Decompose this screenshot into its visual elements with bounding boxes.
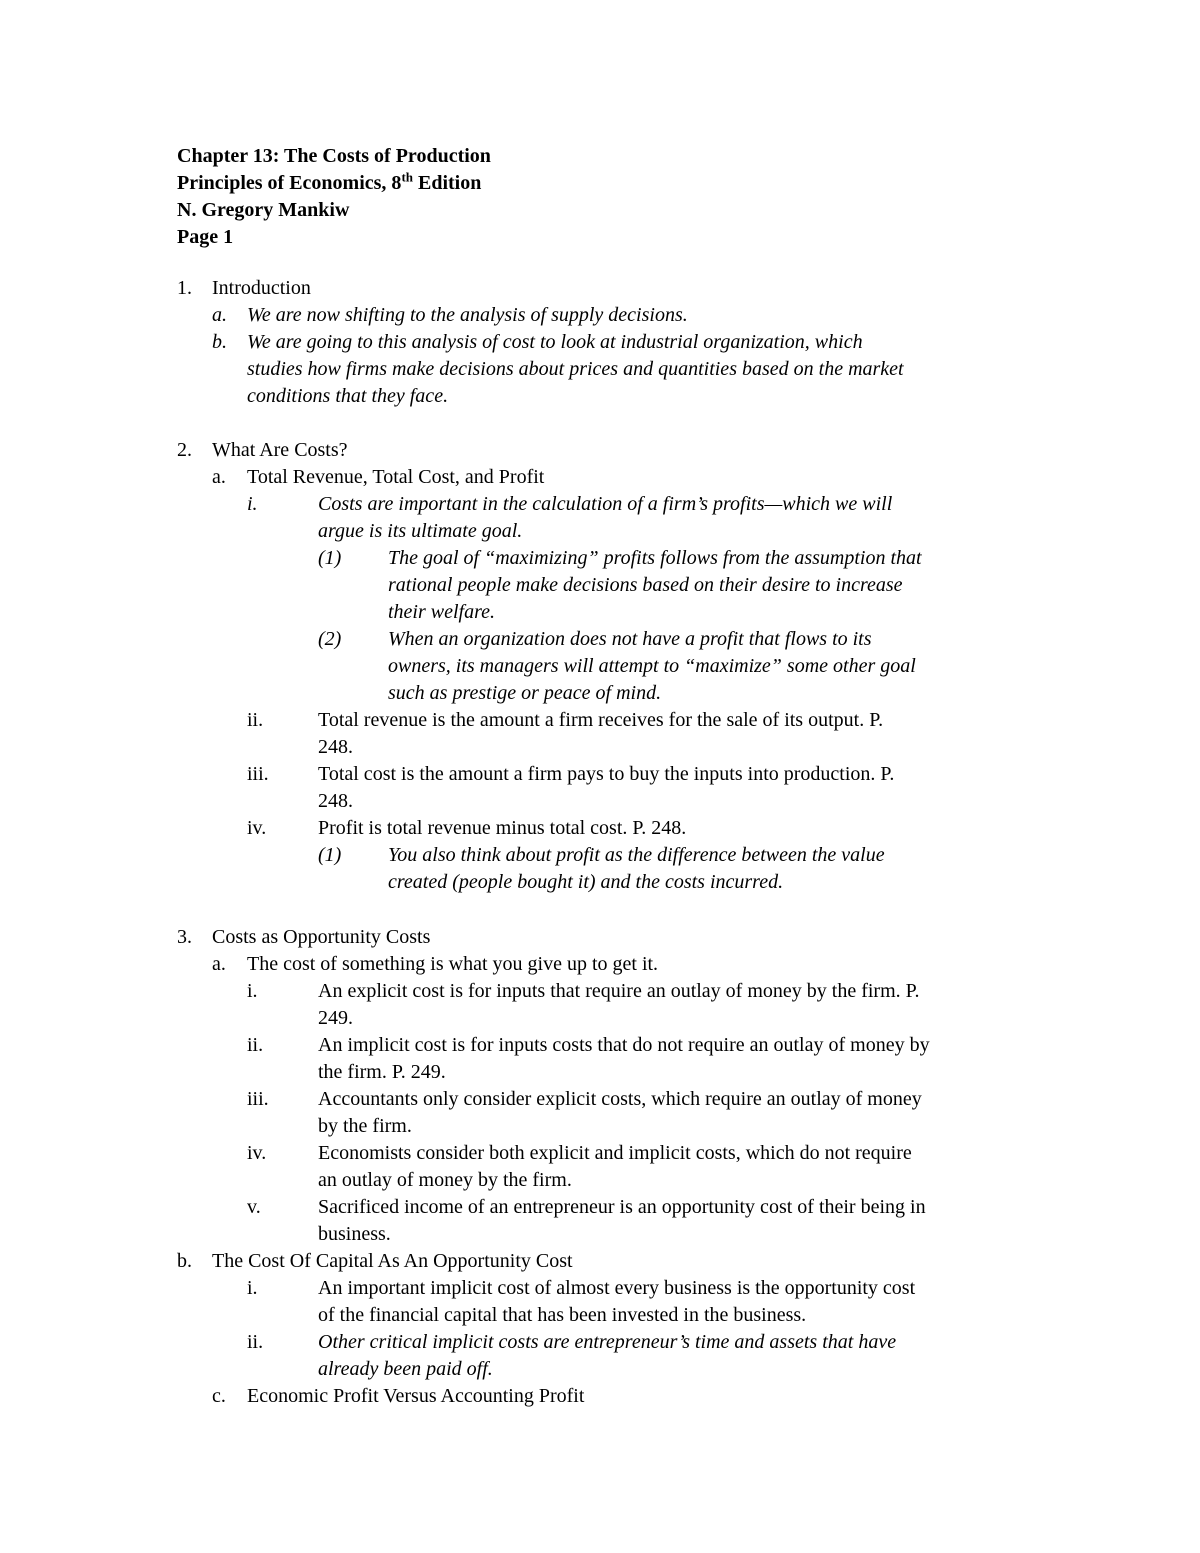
subitem-text-continued: 248.	[318, 790, 353, 812]
subitem-text-continued: the firm. P. 249.	[318, 1061, 446, 1083]
subitem-text: An implicit cost is for inputs costs that do not require an outlay of money by	[318, 1034, 930, 1056]
subitem-marker: iii.	[247, 1088, 269, 1110]
subitem-marker: iv.	[247, 817, 267, 839]
item-marker: b.	[177, 1250, 192, 1272]
point-marker: (2)	[318, 628, 342, 650]
subitem-marker: ii.	[247, 1034, 264, 1056]
item-text: Total Revenue, Total Cost, and Profit	[247, 466, 545, 488]
item-marker: a.	[212, 953, 226, 975]
item-marker: a.	[212, 304, 227, 326]
section-heading: What Are Costs?	[212, 439, 348, 461]
section-number: 3.	[177, 926, 192, 948]
section-heading: Introduction	[212, 277, 311, 299]
point-text-continued: rational people make decisions based on their desire to increase	[388, 574, 903, 596]
subitem-text: Costs are important in the calculation of a firm’s profits—which we will	[318, 493, 893, 515]
subitem-marker: ii.	[247, 709, 264, 731]
edition-superscript: th	[401, 169, 413, 185]
subitem-text: Sacrificed income of an entrepreneur is an opportunity cost of their being in	[318, 1196, 926, 1218]
point-text-continued: owners, its managers will attempt to “maximize” some other goal	[388, 655, 916, 677]
item-text-continued: conditions that they face.	[247, 385, 449, 407]
subitem-marker: iv.	[247, 1142, 267, 1164]
section-number: 1.	[177, 277, 192, 299]
point-text-continued: such as prestige or peace of mind.	[388, 682, 662, 704]
point-text-continued: their welfare.	[388, 601, 496, 623]
chapter-title: Chapter 13: The Costs of Production	[177, 145, 491, 167]
item-text: The cost of something is what you give up to get it.	[247, 953, 659, 975]
subitem-text-continued: of the financial capital that has been invested in the business.	[318, 1304, 807, 1326]
item-text: Economic Profit Versus Accounting Profit	[247, 1385, 585, 1407]
book-title	[177, 170, 481, 196]
subitem-text: An explicit cost is for inputs that require an outlay of money by the firm. P.	[318, 980, 920, 1002]
subitem-text-continued: already been paid off.	[318, 1358, 493, 1380]
subitem-marker: iii.	[247, 763, 269, 785]
point-marker: (1)	[318, 844, 342, 866]
book-title-edition: Edition	[413, 172, 482, 194]
point-text: You also think about profit as the difference between the value	[388, 844, 885, 866]
item-marker: b.	[212, 331, 227, 353]
item-text: The Cost Of Capital As An Opportunity Cost	[212, 1250, 573, 1272]
subitem-marker: i.	[247, 493, 258, 515]
point-text: When an organization does not have a profit that flows to its	[388, 628, 872, 650]
subitem-text: An important implicit cost of almost every business is the opportunity cost	[318, 1277, 916, 1299]
subitem-marker: ii.	[247, 1331, 264, 1353]
subitem-text: Total cost is the amount a firm pays to buy the inputs into production. P.	[318, 763, 895, 785]
point-text-continued: created (people bought it) and the costs incurred.	[388, 871, 784, 893]
subitem-text: Accountants only consider explicit costs, which require an outlay of money	[318, 1088, 922, 1110]
subitem-marker: i.	[247, 980, 258, 1002]
book-title-text: Principles of Economics, 8	[177, 172, 402, 194]
subitem-text-continued: business.	[318, 1223, 391, 1245]
section-number: 2.	[177, 439, 192, 461]
subitem-text-continued: 249.	[318, 1007, 353, 1029]
item-text-continued: studies how firms make decisions about prices and quantities based on the market	[247, 358, 904, 380]
subitem-text-continued: 248.	[318, 736, 353, 758]
item-text: We are now shifting to the analysis of supply decisions.	[247, 304, 688, 326]
point-marker: (1)	[318, 547, 342, 569]
point-text: The goal of “maximizing” profits follows from the assumption that	[388, 547, 922, 569]
subitem-text: Profit is total revenue minus total cost. P. 248.	[318, 817, 687, 839]
subitem-text: Total revenue is the amount a firm receives for the sale of its output. P.	[318, 709, 884, 731]
subitem-text: Economists consider both explicit and implicit costs, which do not require	[318, 1142, 912, 1164]
subitem-text-continued: an outlay of money by the firm.	[318, 1169, 572, 1191]
subitem-marker: i.	[247, 1277, 258, 1299]
author-name: N. Gregory Mankiw	[177, 199, 350, 221]
subitem-marker: v.	[247, 1196, 261, 1218]
subitem-text-continued: argue is its ultimate goal.	[318, 520, 523, 542]
subitem-text-continued: by the firm.	[318, 1115, 412, 1137]
item-marker: a.	[212, 466, 226, 488]
section-heading: Costs as Opportunity Costs	[212, 926, 431, 948]
page-label: Page 1	[177, 226, 234, 248]
item-marker: c.	[212, 1385, 226, 1407]
item-text: We are going to this analysis of cost to look at industrial organization, which	[247, 331, 863, 353]
subitem-text: Other critical implicit costs are entrepreneur’s time and assets that have	[318, 1331, 897, 1353]
